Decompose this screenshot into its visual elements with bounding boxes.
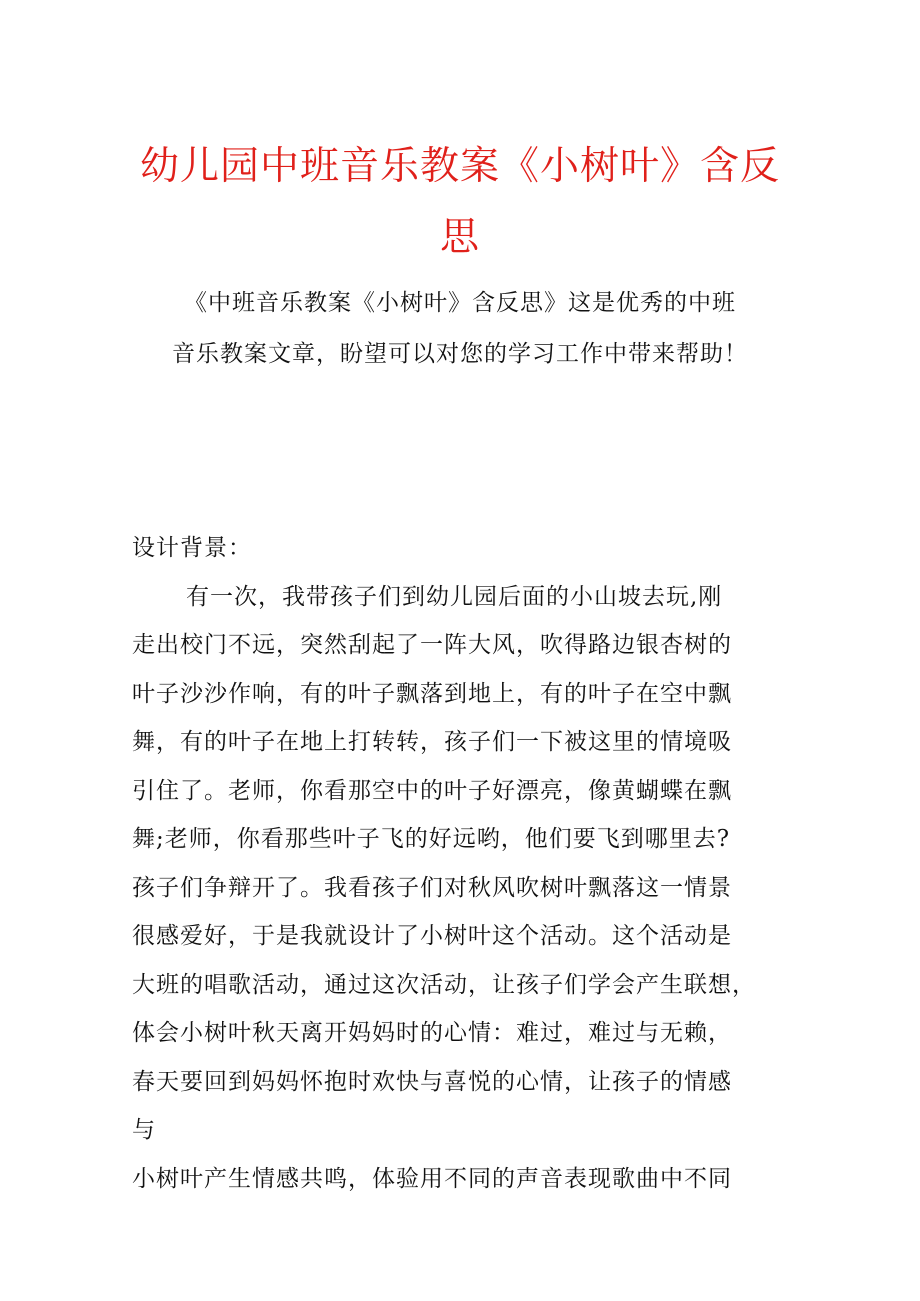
paragraph-line-1: 有一次，我带孩子们到幼儿园后面的小山坡去玩,刚 [186,584,723,610]
paragraph-line-4: 舞，有的叶子在地上打转转，孩子们一下被这里的情境吸 [132,729,732,755]
intro-line-1: 《中班音乐教案《小树叶》含反思》这是优秀的中班 [184,290,736,316]
paragraph-line-7: 孩子们争辩开了。我看孩子们对秋风吹树叶飘落这一情景 [132,875,732,901]
paragraph-line-2: 走出校门不远，突然刮起了一阵大风，吹得路边银杏树的 [132,632,732,658]
paragraph-line-12: 与 [132,1117,156,1143]
intro-line-2: 音乐教案文章，盼望可以对您的学习工作中带来帮助！ [172,341,748,367]
document-title-line-1: 幼儿园中班音乐教案《小树叶》含反 [139,144,780,189]
paragraph-line-6: 舞;老师，你看那些叶子飞的好远哟，他们要飞到哪里去? [132,826,731,852]
paragraph-line-10: 体会小树叶秋天离开妈妈时的心情：难过，难过与无赖， [132,1020,732,1046]
paragraph-line-11: 春天要回到妈妈怀抱时欢快与喜悦的心情，让孩子的情感 [132,1069,732,1095]
paragraph-line-9: 大班的唱歌活动，通过这次活动，让孩子们学会产生联想， [132,972,756,998]
paragraph-line-8: 很感爱好，于是我就设计了小树叶这个活动。这个活动是 [132,923,732,949]
paragraph-line-3: 叶子沙沙作响，有的叶子飘落到地上，有的叶子在空中飘 [132,681,732,707]
section-heading: 设计背景： [132,535,252,561]
paragraph-line-13: 小树叶产生情感共鸣，体验用不同的声音表现歌曲中不同 [132,1166,732,1192]
document-title-line-2: 思 [439,215,480,260]
paragraph-line-5: 引住了。老师，你看那空中的叶子好漂亮，像黄蝴蝶在飘 [132,778,732,804]
